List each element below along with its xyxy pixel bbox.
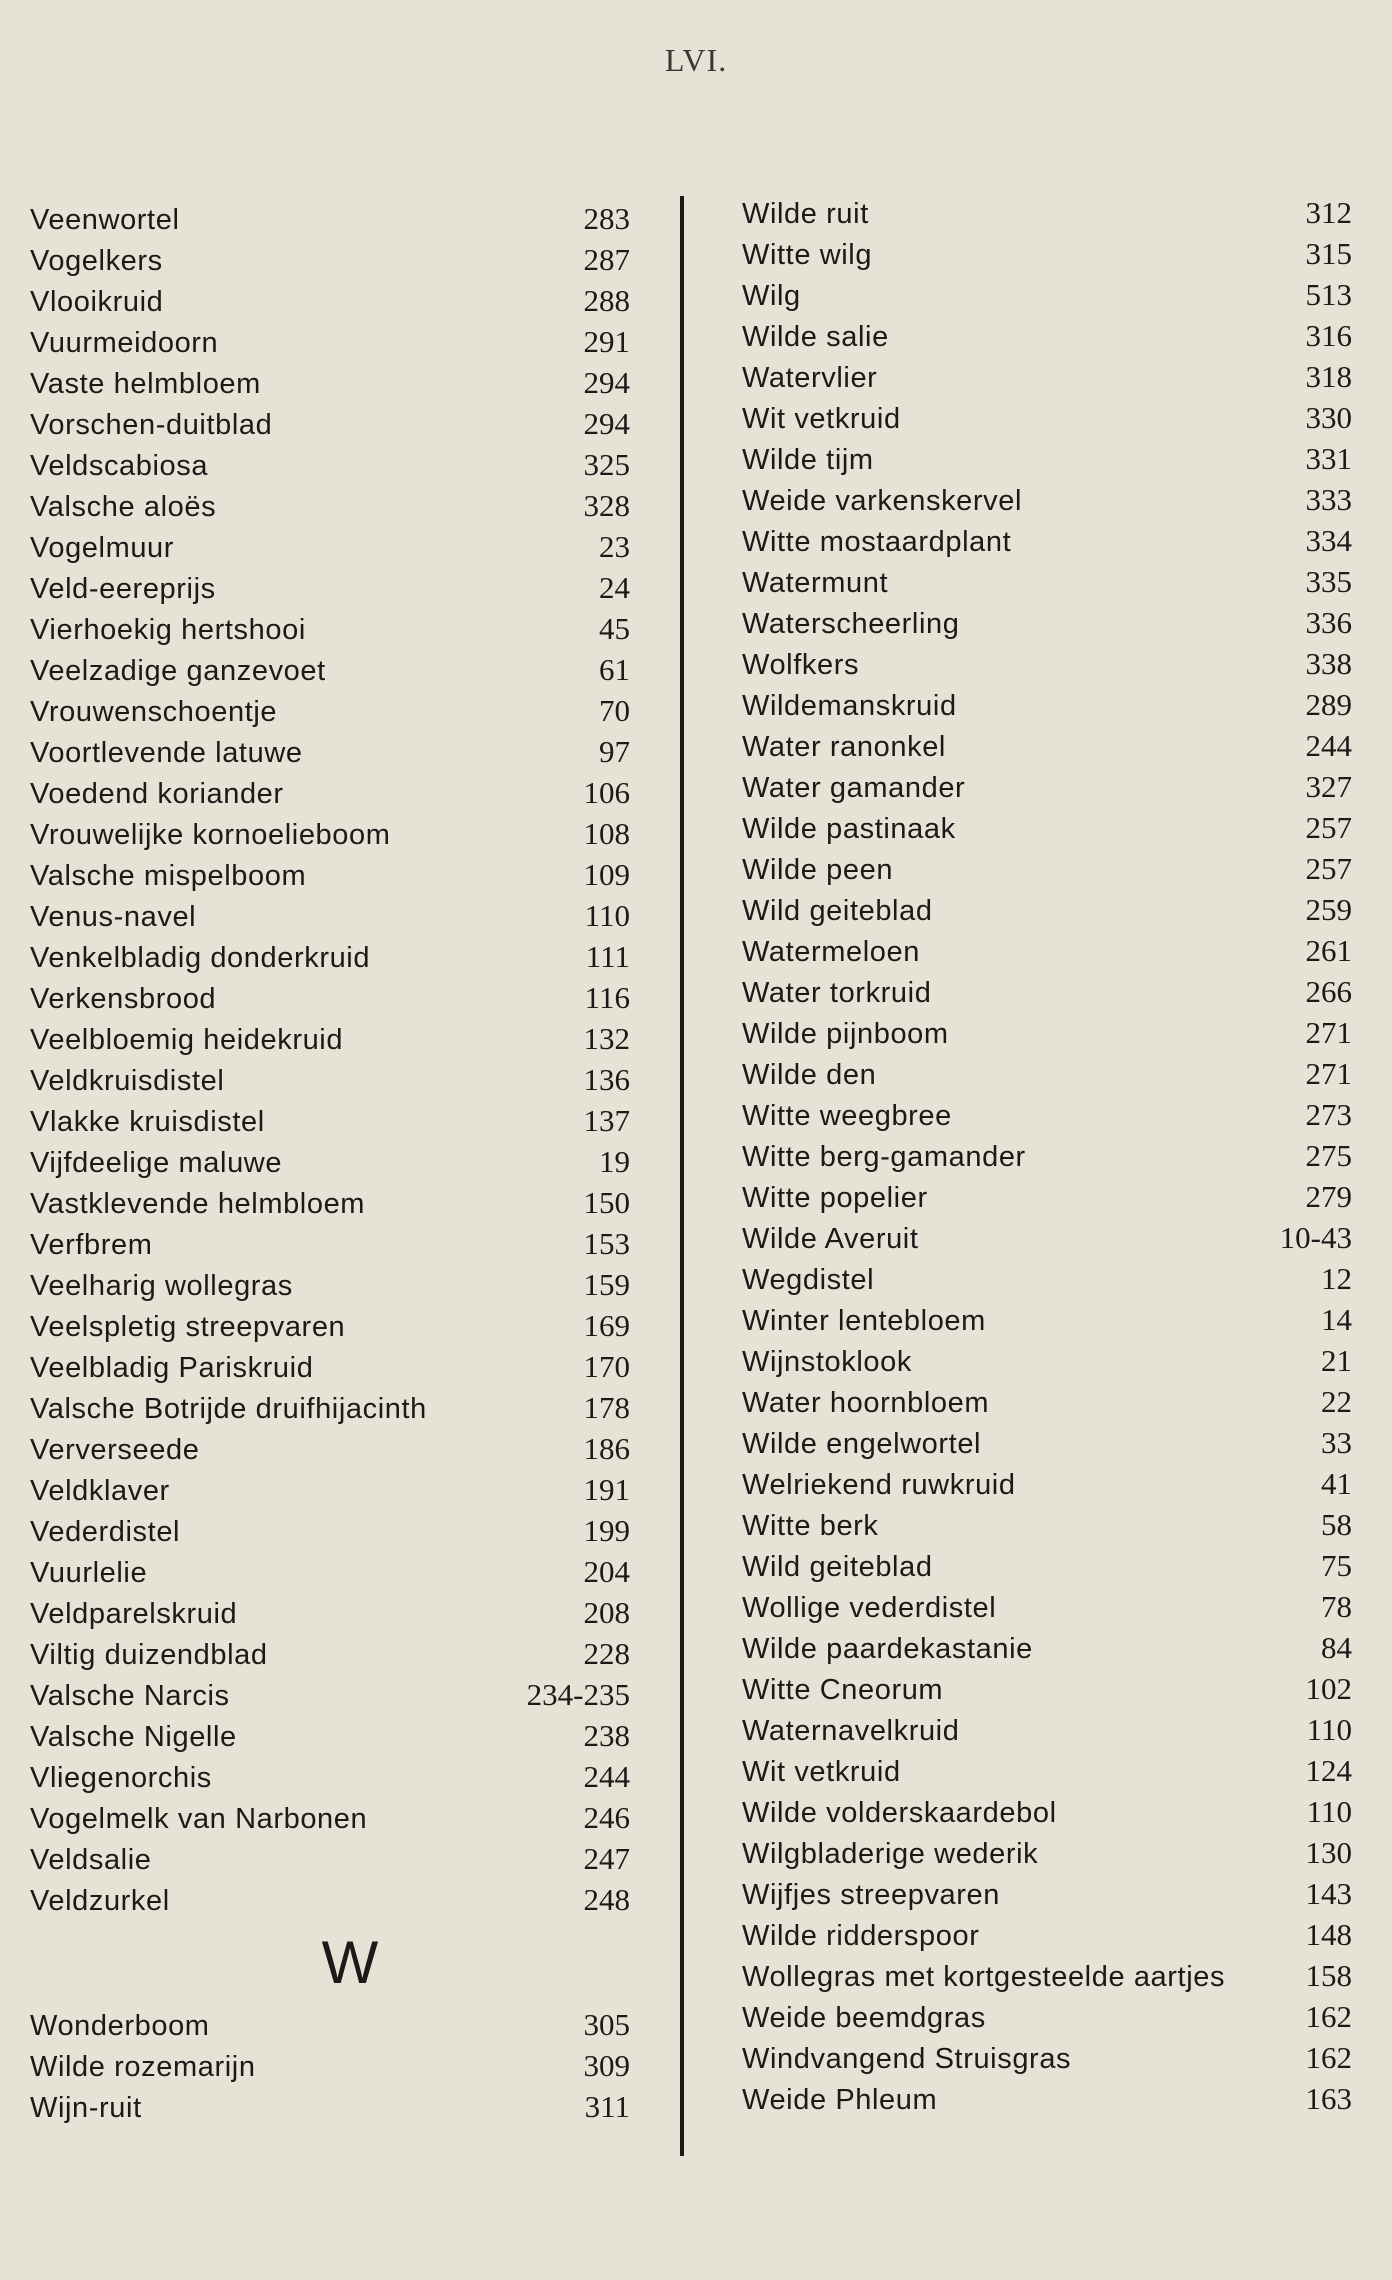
entry-name: Veelbloemig heidekruid (30, 1024, 344, 1056)
entry-name: Vastklevende helmbloem (30, 1188, 366, 1220)
entry-page-number: 287 (583, 242, 630, 277)
entry-name: Wilde ruit (742, 198, 869, 230)
index-entry (742, 1955, 1352, 1996)
entry-name: Water torkruid (742, 977, 932, 1009)
index-entry (30, 239, 630, 280)
entry-page-number: 325 (583, 447, 630, 482)
entry-name: Veldzurkel (30, 1885, 170, 1917)
entry-name: Watermeloen (742, 936, 920, 968)
w-entry-list (30, 2004, 630, 2127)
entry-name: Wildemanskruid (742, 690, 957, 722)
entry-page-number: 61 (599, 652, 630, 687)
index-entry (30, 1100, 630, 1141)
entry-name: Wit vetkruid (742, 403, 901, 435)
entry-page-number: 312 (1305, 195, 1352, 230)
index-entry (30, 731, 630, 772)
index-entry (742, 1299, 1352, 1340)
index-entry (30, 649, 630, 690)
entry-page-number: 513 (1305, 277, 1352, 312)
index-entry (30, 1264, 630, 1305)
entry-name: Wilde paardekastanie (742, 1633, 1033, 1665)
index-entry (30, 526, 630, 567)
entry-page-number: 186 (583, 1431, 630, 1466)
index-entry (30, 485, 630, 526)
entry-page-number: 162 (1305, 1999, 1352, 2034)
entry-page-number: 328 (583, 488, 630, 523)
entry-name: Veelzadige ganzevoet (30, 655, 326, 687)
entry-name: Venus-navel (30, 901, 197, 933)
entry-page-number: 191 (583, 1472, 630, 1507)
entry-name: Wijfjes streepvaren (742, 1879, 1000, 1911)
entry-name: Waterscheerling (742, 608, 960, 640)
entry-name: Verkensbrood (30, 983, 217, 1015)
index-entry (30, 403, 630, 444)
index-entry (30, 690, 630, 731)
entry-name: Wilg (742, 280, 801, 312)
column-divider (680, 196, 684, 2156)
index-entry (742, 725, 1352, 766)
index-entry (30, 1674, 630, 1715)
index-entry (742, 807, 1352, 848)
entry-page-number: 294 (583, 365, 630, 400)
entry-name: Wilde salie (742, 321, 889, 353)
entry-page-number: 309 (583, 2048, 630, 2083)
entry-page-number: 75 (1321, 1548, 1352, 1583)
entry-name: Wilde Averuit (742, 1223, 919, 1255)
entry-name: Wilde pastinaak (742, 813, 956, 845)
entry-name: Wit vetkruid (742, 1756, 901, 1788)
index-entry (30, 1838, 630, 1879)
index-entry (30, 2004, 630, 2045)
entry-page-number: 178 (583, 1390, 630, 1425)
left-entry-list (30, 198, 630, 1920)
entry-page-number: 271 (1305, 1056, 1352, 1091)
index-entry (742, 1668, 1352, 1709)
entry-name: Voedend koriander (30, 778, 284, 810)
entry-page-number: 335 (1305, 564, 1352, 599)
entry-page-number: 259 (1305, 892, 1352, 927)
entry-page-number: 271 (1305, 1015, 1352, 1050)
entry-page-number: 331 (1305, 441, 1352, 476)
index-entry (30, 567, 630, 608)
index-entry (742, 1176, 1352, 1217)
entry-page-number: 102 (1305, 1671, 1352, 1706)
index-entry (742, 397, 1352, 438)
index-entry (30, 198, 630, 239)
index-entry (742, 971, 1352, 1012)
entry-name: Voortlevende latuwe (30, 737, 303, 769)
entry-name: Vederdistel (30, 1516, 181, 1548)
entry-page-number: 289 (1305, 687, 1352, 722)
entry-name: Welriekend ruwkruid (742, 1469, 1016, 1501)
index-entry (742, 1504, 1352, 1545)
index-entry (742, 684, 1352, 725)
index-entry (742, 1996, 1352, 2037)
entry-name: Wonderboom (30, 2010, 210, 2042)
entry-page-number: 247 (583, 1841, 630, 1876)
section-letter-heading: W (321, 1929, 379, 1996)
index-entry (742, 1873, 1352, 1914)
entry-name: Witte popelier (742, 1182, 928, 1214)
entry-name: Wilde peen (742, 854, 894, 886)
entry-page-number: 163 (1305, 2081, 1352, 2116)
entry-page-number: 204 (583, 1554, 630, 1589)
index-entry (30, 1387, 630, 1428)
entry-page-number: 338 (1305, 646, 1352, 681)
entry-name: Water hoornbloem (742, 1387, 990, 1419)
entry-name: Vrouwelijke kornoelieboom (30, 819, 391, 851)
entry-name: Wilde engelwortel (742, 1428, 982, 1460)
entry-name: Vaste helmbloem (30, 368, 261, 400)
entry-page-number: 288 (583, 283, 630, 318)
index-entry (30, 608, 630, 649)
entry-name: Wolfkers (742, 649, 860, 681)
left-index-column (30, 198, 630, 2127)
entry-page-number: 137 (583, 1103, 630, 1138)
entry-page-number: 124 (1305, 1753, 1352, 1788)
entry-page-number: 84 (1321, 1630, 1352, 1665)
entry-name: Watervlier (742, 362, 878, 394)
index-entry (742, 930, 1352, 971)
entry-name: Weide varkenskervel (742, 485, 1023, 517)
index-entry (742, 1832, 1352, 1873)
entry-name: Valsche Nigelle (30, 1721, 237, 1753)
index-entry (742, 1340, 1352, 1381)
entry-name: Vlakke kruisdistel (30, 1106, 265, 1138)
entry-name: Wilde volderskaardebol (742, 1797, 1057, 1829)
index-entry (30, 1018, 630, 1059)
index-entry (742, 1381, 1352, 1422)
entry-name: Verfbrem (30, 1229, 153, 1261)
index-entry (30, 2045, 630, 2086)
entry-page-number: 333 (1305, 482, 1352, 517)
entry-name: Wilde rozemarijn (30, 2051, 256, 2083)
entry-page-number: 327 (1305, 769, 1352, 804)
entry-name: Veldparelskruid (30, 1598, 238, 1630)
index-entry (742, 1914, 1352, 1955)
entry-page-number: 316 (1305, 318, 1352, 353)
entry-name: Vierhoekig hertshooi (30, 614, 306, 646)
entry-name: Valsche Narcis (30, 1680, 230, 1712)
entry-page-number: 143 (1305, 1876, 1352, 1911)
index-entry (30, 1059, 630, 1100)
entry-name: Veelspletig streepvaren (30, 1311, 346, 1343)
entry-name: Weide Phleum (742, 2084, 938, 2116)
entry-page-number: 315 (1305, 236, 1352, 271)
index-entry (30, 1428, 630, 1469)
entry-page-number: 45 (599, 611, 630, 646)
entry-name: Wijn-ruit (30, 2092, 142, 2124)
entry-name: Veldklaver (30, 1475, 170, 1507)
entry-page-number: 275 (1305, 1138, 1352, 1173)
entry-page-number: 330 (1305, 400, 1352, 435)
index-entry (742, 766, 1352, 807)
entry-page-number: 110 (1306, 1712, 1352, 1747)
entry-page-number: 246 (583, 1800, 630, 1835)
index-entry (742, 520, 1352, 561)
index-entry (742, 1053, 1352, 1094)
entry-name: Veelharig wollegras (30, 1270, 293, 1302)
entry-page-number: 261 (1305, 933, 1352, 968)
index-entry (742, 1463, 1352, 1504)
index-entry (742, 561, 1352, 602)
index-entry (742, 1627, 1352, 1668)
index-entry (742, 848, 1352, 889)
entry-name: Witte mostaardplant (742, 526, 1012, 558)
entry-page-number: 12 (1321, 1261, 1352, 1296)
index-entry (742, 1422, 1352, 1463)
index-entry (30, 813, 630, 854)
index-entry (30, 1756, 630, 1797)
index-entry (30, 1469, 630, 1510)
entry-page-number: 78 (1321, 1589, 1352, 1624)
entry-name: Vlooikruid (30, 286, 164, 318)
entry-page-number: 148 (1305, 1917, 1352, 1952)
entry-name: Wollige vederdistel (742, 1592, 997, 1624)
index-entry (742, 1217, 1352, 1258)
index-entry (742, 1258, 1352, 1299)
entry-page-number: 311 (584, 2089, 630, 2124)
index-entry (30, 1715, 630, 1756)
entry-page-number: 273 (1305, 1097, 1352, 1132)
index-entry (30, 444, 630, 485)
entry-name: Vogelkers (30, 245, 163, 277)
index-entry (742, 479, 1352, 520)
index-entry (742, 2037, 1352, 2078)
index-entry (30, 1305, 630, 1346)
index-entry (742, 192, 1352, 233)
index-entry (30, 977, 630, 1018)
entry-page-number: 334 (1305, 523, 1352, 558)
entry-page-number: 58 (1321, 1507, 1352, 1542)
entry-name: Veld-eereprijs (30, 573, 216, 605)
index-entry (30, 936, 630, 977)
entry-page-number: 33 (1321, 1425, 1352, 1460)
index-entry (30, 1223, 630, 1264)
entry-page-number: 111 (585, 939, 630, 974)
entry-name: Wollegras met kortgesteelde aartjes (742, 1961, 1226, 1993)
entry-page-number: 279 (1305, 1179, 1352, 1214)
entry-name: Wegdistel (742, 1264, 875, 1296)
entry-name: Valsche mispelboom (30, 860, 307, 892)
entry-name: Veldscabiosa (30, 450, 209, 482)
entry-page-number: 238 (583, 1718, 630, 1753)
index-entry (742, 274, 1352, 315)
entry-name: Vuurmeidoorn (30, 327, 219, 359)
entry-name: Vogelmelk van Narbonen (30, 1803, 368, 1835)
index-entry (30, 1510, 630, 1551)
entry-page-number: 283 (583, 201, 630, 236)
entry-page-number: 130 (1305, 1835, 1352, 1870)
entry-page-number: 162 (1305, 2040, 1352, 2075)
entry-name: Windvangend Struisgras (742, 2043, 1072, 2075)
entry-page-number: 153 (583, 1226, 630, 1261)
entry-page-number: 169 (583, 1308, 630, 1343)
entry-page-number: 244 (1305, 728, 1352, 763)
entry-page-number: 106 (583, 775, 630, 810)
entry-page-number: 318 (1305, 359, 1352, 394)
entry-name: Witte Cneorum (742, 1674, 944, 1706)
index-entry (742, 1586, 1352, 1627)
index-entry (742, 2078, 1352, 2119)
entry-page-number: 199 (583, 1513, 630, 1548)
entry-name: Wild geiteblad (742, 1551, 933, 1583)
index-entry (742, 233, 1352, 274)
index-entry (30, 1182, 630, 1223)
index-entry (30, 895, 630, 936)
index-entry (742, 1094, 1352, 1135)
index-entry (742, 315, 1352, 356)
right-entry-list (742, 192, 1352, 2119)
index-entry (742, 889, 1352, 930)
entry-page-number: 116 (584, 980, 630, 1015)
entry-name: Wijnstoklook (742, 1346, 912, 1378)
entry-name: Venkelbladig donderkruid (30, 942, 371, 974)
entry-page-number: 108 (583, 816, 630, 851)
index-entry (742, 356, 1352, 397)
index-entry (30, 772, 630, 813)
entry-page-number: 291 (583, 324, 630, 359)
index-entry (30, 1551, 630, 1592)
entry-page-number: 110 (1306, 1794, 1352, 1829)
index-entry (30, 321, 630, 362)
entry-name: Waternavelkruid (742, 1715, 960, 1747)
index-entry (30, 854, 630, 895)
entry-name: Wilde den (742, 1059, 877, 1091)
entry-page-number: 23 (599, 529, 630, 564)
entry-name: Water gamander (742, 772, 966, 804)
entry-name: Vorschen-duitblad (30, 409, 273, 441)
entry-name: Witte berg-gamander (742, 1141, 1026, 1173)
entry-page-number: 70 (599, 693, 630, 728)
entry-name: Valsche Botrijde druifhijacinth (30, 1393, 427, 1425)
entry-page-number: 24 (599, 570, 630, 605)
entry-page-number: 294 (583, 406, 630, 441)
page-number: LVI. (664, 42, 728, 78)
entry-name: Veldsalie (30, 1844, 152, 1876)
entry-name: Wilde pijnboom (742, 1018, 949, 1050)
entry-name: Vrouwenschoentje (30, 696, 278, 728)
entry-name: Water ranonkel (742, 731, 946, 763)
index-entry (742, 1709, 1352, 1750)
entry-name: Vijfdeelige maluwe (30, 1147, 283, 1179)
index-entry (742, 1012, 1352, 1053)
entry-page-number: 150 (583, 1185, 630, 1220)
entry-page-number: 22 (1321, 1384, 1352, 1419)
entry-name: Veenwortel (30, 204, 180, 236)
entry-page-number: 170 (583, 1349, 630, 1384)
entry-page-number: 132 (583, 1021, 630, 1056)
entry-name: Ververseede (30, 1434, 200, 1466)
entry-page-number: 19 (599, 1144, 630, 1179)
entry-name: Weide beemdgras (742, 2002, 986, 2034)
entry-name: Wilde tijm (742, 444, 874, 476)
index-entry (30, 1141, 630, 1182)
entry-name: Veldkruisdistel (30, 1065, 225, 1097)
entry-page-number: 244 (583, 1759, 630, 1794)
entry-page-number: 228 (583, 1636, 630, 1671)
index-entry (742, 438, 1352, 479)
entry-name: Viltig duizendblad (30, 1639, 268, 1671)
entry-name: Vliegenorchis (30, 1762, 212, 1794)
entry-name: Wild geiteblad (742, 895, 933, 927)
index-entry (30, 1879, 630, 1920)
entry-page-number: 109 (583, 857, 630, 892)
index-entry (30, 2086, 630, 2127)
index-entry (30, 362, 630, 403)
entry-page-number: 110 (584, 898, 630, 933)
entry-page-number: 21 (1321, 1343, 1352, 1378)
entry-name: Witte wilg (742, 239, 873, 271)
index-entry (30, 1592, 630, 1633)
entry-name: Veelbladig Pariskruid (30, 1352, 314, 1384)
entry-page-number: 336 (1305, 605, 1352, 640)
index-entry (742, 1545, 1352, 1586)
entry-name: Witte weegbree (742, 1100, 952, 1132)
index-entry (30, 1346, 630, 1387)
index-entry (742, 602, 1352, 643)
entry-page-number: 208 (583, 1595, 630, 1630)
entry-name: Vogelmuur (30, 532, 175, 564)
entry-name: Wilgbladerige wederik (742, 1838, 1039, 1870)
entry-page-number: 41 (1321, 1466, 1352, 1501)
entry-page-number: 234-235 (526, 1677, 630, 1712)
index-entry (742, 643, 1352, 684)
entry-page-number: 159 (583, 1267, 630, 1302)
entry-name: Watermunt (742, 567, 889, 599)
entry-page-number: 248 (583, 1882, 630, 1917)
entry-name: Vuurlelie (30, 1557, 148, 1589)
entry-page-number: 10-43 (1279, 1220, 1352, 1255)
entry-name: Wilde ridderspoor (742, 1920, 980, 1952)
entry-name: Winter lentebloem (742, 1305, 986, 1337)
entry-page-number: 305 (583, 2007, 630, 2042)
entry-page-number: 266 (1305, 974, 1352, 1009)
right-index-column (742, 192, 1352, 2119)
entry-page-number: 257 (1305, 851, 1352, 886)
index-entry (742, 1135, 1352, 1176)
entry-name: Valsche aloës (30, 491, 217, 523)
index-entry (30, 1797, 630, 1838)
index-entry (742, 1791, 1352, 1832)
entry-name: Witte berk (742, 1510, 879, 1542)
entry-page-number: 97 (599, 734, 630, 769)
entry-page-number: 136 (583, 1062, 630, 1097)
entry-page-number: 158 (1305, 1958, 1352, 1993)
index-entry (742, 1750, 1352, 1791)
entry-page-number: 14 (1321, 1302, 1352, 1337)
index-entry (30, 280, 630, 321)
index-entry (30, 1633, 630, 1674)
entry-page-number: 257 (1305, 810, 1352, 845)
